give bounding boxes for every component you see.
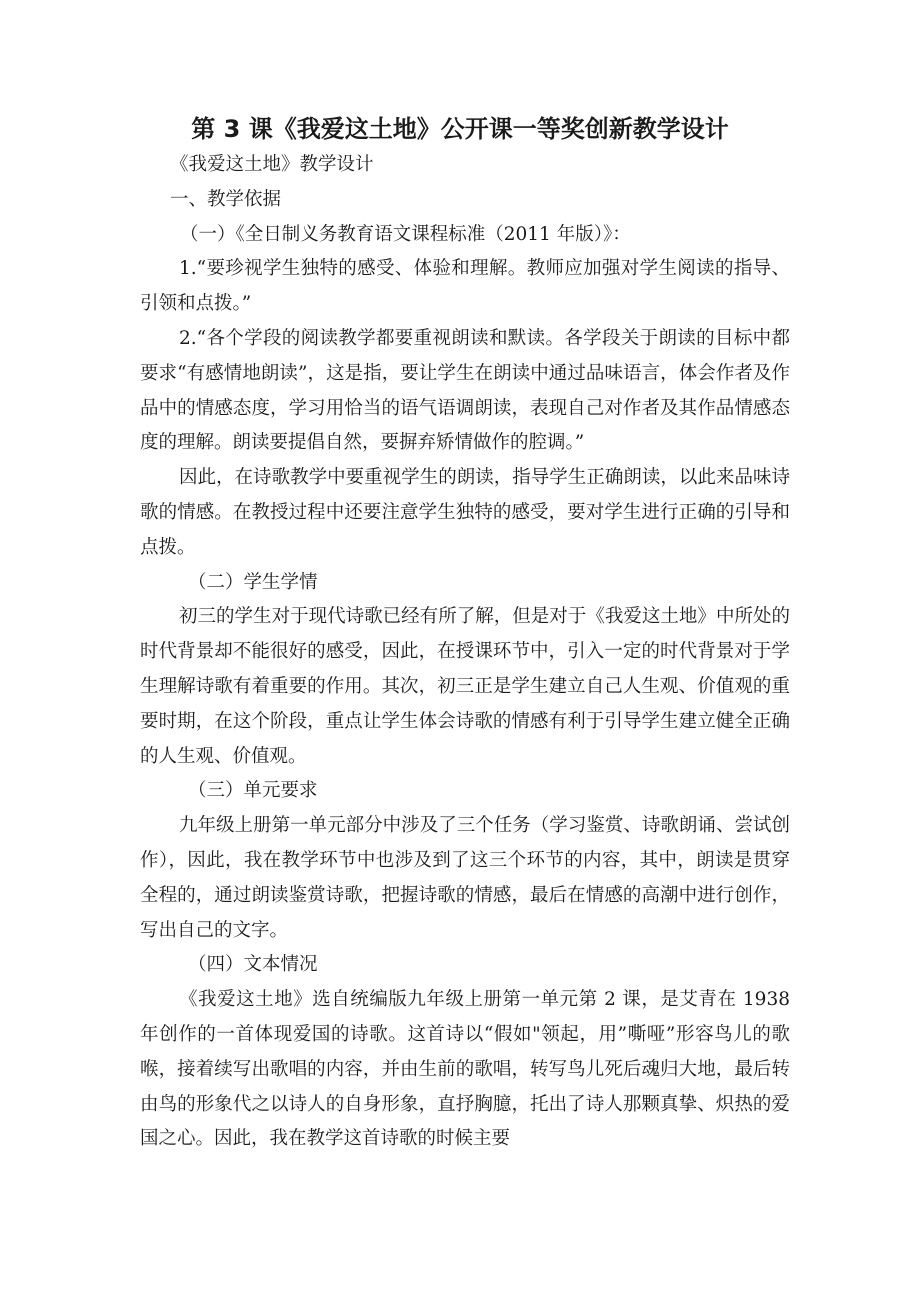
paragraph-item-2: 2.“各个学段的阅读教学都要重视朗读和默读。各学段关于朗读的目标中都要求“有感情地朗读”，这是指，要让学生在朗读中通过品味语言，体会作者及作品中的情感态度，学习用恰当的语气语调朗读，表现自己对作者及其作品情感态度的理解。朗读要提倡自然，要摒弃矫情做作的腔调。” [140, 327, 790, 454]
paragraph-item-1: 1.“要珍视学生独特的感受、体验和理解。教师应加强对学生阅读的指导、引领和点拨。” [140, 258, 790, 315]
section-heading-basis: 一、教学依据 [170, 188, 282, 210]
subsection-heading-unit: （三）单元要求 [188, 780, 318, 802]
document-title: 第 3 课《我爱这土地》公开课一等奖创新教学设计 [191, 115, 729, 143]
paragraph-students: 初三的学生对于现代诗歌已经有所了解，但是对于《我爱这土地》中所处的时代背景却不能很好的感受，因此，在授课环节中，引入一定的时代背景对于学生理解诗歌有着重要的作用。其次，初三正是学生建立自己人生观、价值观的重要时期，在这个阶段，重点让学生体会诗歌的情感有利于引导学生建立健全正确的人生观、价值观。 [140, 606, 790, 767]
subsection-heading-text: （四）文本情况 [188, 954, 318, 976]
paragraph-text: 《我爱这土地》选自统编版九年级上册第一单元第 2 课，是艾青在 1938 年创作的一首体现爱国的诗歌。这首诗以“假如"领起，用”嘶哑”形容鸟儿的歌喉，接着续写出歌唱的内容，并由生前的歌唱，转写鸟儿死后魂归大地，最后转由鸟的形象代之以诗人的自身形象，直抒胸臆，托出了诗人那颗真挚、炽热的爱国之心。因此，我在教学这首诗歌的时候主要 [140, 989, 790, 1150]
paragraph-conclusion: 因此，在诗歌教学中要重视学生的朗读，指导学生正确朗读，以此来品味诗歌的情感。在教授过程中还要注意学生独特的感受，要对学生进行正确的引导和点拨。 [140, 467, 790, 558]
subsection-heading-students: （二）学生学情 [188, 571, 318, 593]
document-subtitle: 《我爱这土地》教学设计 [170, 154, 374, 175]
document-body [140, 148, 790, 1157]
subsection-heading-curriculum: （一）《全日制义务教育语文课程标准（2011 年版）》： [180, 223, 631, 245]
paragraph-unit: 九年级上册第一单元部分中涉及了三个任务（学习鉴赏、诗歌朗诵、尝试创作），因此，我在教学环节中也涉及到了这三个环节的内容，其中，朗读是贯穿全程的，通过朗读鉴赏诗歌，把握诗歌的情感，最后在情感的高潮中进行创作，写出自己的文字。 [140, 815, 790, 941]
